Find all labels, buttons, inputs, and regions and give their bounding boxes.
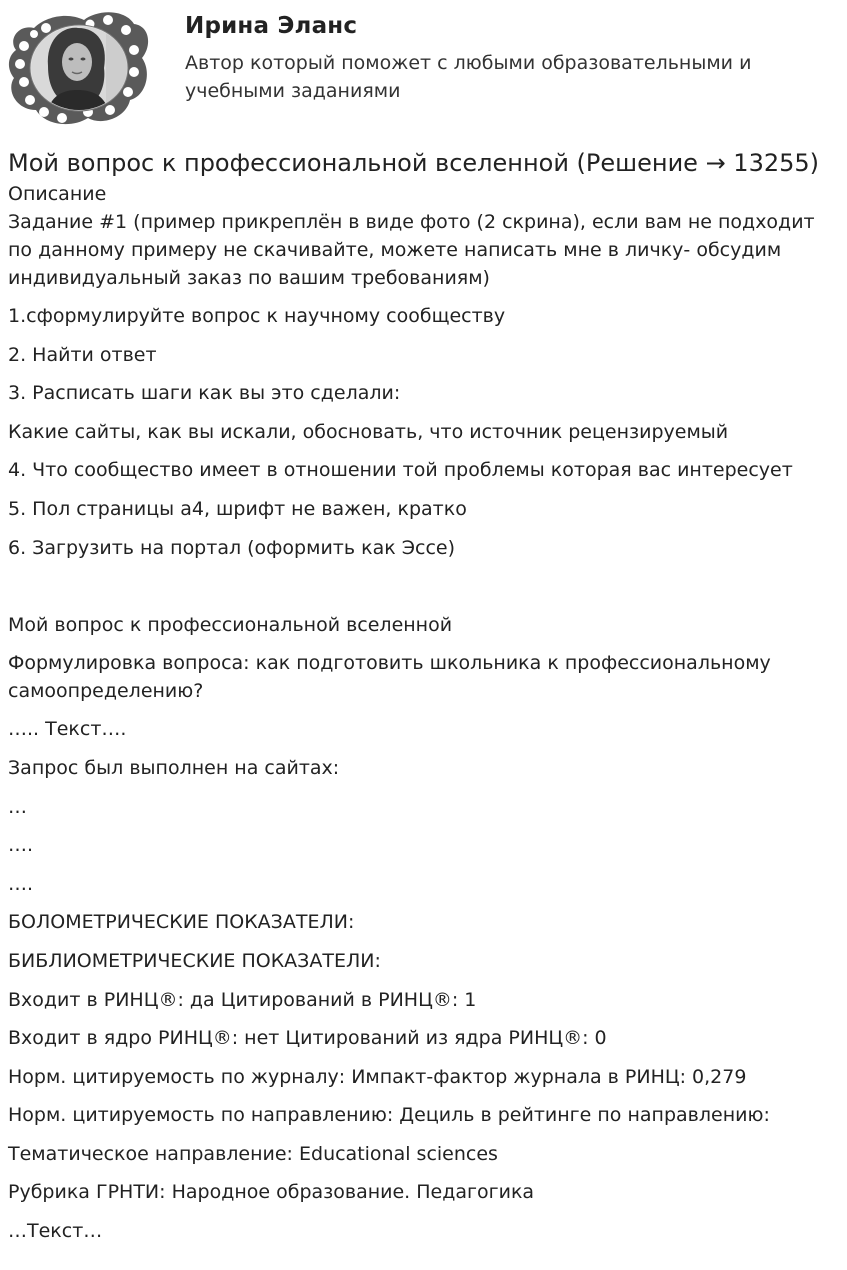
body-line: Норм. цитируемость по журналу: Импакт-фактор журнала в РИНЦ: 0,279: [8, 1065, 747, 1088]
task-item: 5. Пол страницы а4, шрифт не важен, кратко: [8, 497, 467, 520]
body-line: Норм. цитируемость по направлению: Дециль в рейтинге по направлению:: [8, 1104, 770, 1127]
body-line: Тематическое направление: Educational sciences: [8, 1142, 498, 1165]
page-title: Мой вопрос к профессиональной вселенной (Решение → 13255): [8, 149, 820, 177]
body-line: БОЛОМЕТРИЧЕСКИЕ ПОКАЗАТЕЛИ:: [8, 911, 355, 934]
body-line: …: [8, 795, 27, 818]
author-name: Ирина Эланс: [185, 13, 358, 39]
author-header: [0, 0, 847, 135]
task-item: 3. Расписать шаги как вы это сделали:: [8, 382, 401, 405]
body-line: ….: [8, 872, 34, 895]
body-line: Входит в ядро РИНЦ®: нет Цитирований из ядра РИНЦ®: 0: [8, 1027, 607, 1050]
author-info: [185, 10, 825, 105]
body-line: …Текст…: [8, 1220, 103, 1243]
task-item: 4. Что сообщество имеет в отношении той проблемы которая вас интересует: [8, 459, 793, 482]
task-item: 1.сформулируйте вопрос к научному сообществу: [8, 305, 506, 327]
author-avatar: [6, 6, 152, 128]
essay-body: [8, 611, 838, 1245]
body-line: Формулировка вопроса: как подготовить школьника к профессиональному самоопределению?: [8, 652, 771, 703]
document-body: [8, 146, 838, 1256]
description-label: Описание: [8, 183, 107, 205]
body-line: Входит в РИНЦ®: да Цитирований в РИНЦ®: 1: [8, 988, 477, 1011]
body-line: ….: [8, 834, 34, 857]
body-line: Запрос был выполнен на сайтах:: [8, 756, 340, 779]
task-item: Какие сайты, как вы искали, обосновать, что источник рецензируемый: [8, 420, 729, 443]
task-item: 2. Найти ответ: [8, 343, 157, 366]
filmstrip-photo-icon: [6, 6, 152, 128]
body-line: Мой вопрос к профессиональной вселенной: [8, 613, 453, 636]
body-line: БИБЛИОМЕТРИЧЕСКИЕ ПОКАЗАТЕЛИ:: [8, 949, 381, 972]
section-spacer: [8, 572, 838, 611]
task-intro: Задание #1 (пример прикреплён в виде фото (2 скрина), если вам не подходит по данному примеру не скачивайте, можете написать мне в личку- обсудим индивидуальный заказ по вашим требованиям): [8, 211, 815, 289]
author-description: Автор который поможет с любыми образовательными и учебными заданиями: [185, 52, 752, 102]
body-line: Рубрика ГРНТИ: Народное образование. Педагогика: [8, 1181, 535, 1204]
task-list: [8, 302, 838, 562]
body-line: ….. Текст….: [8, 718, 127, 741]
task-item: 6. Загрузить на портал (оформить как Эссе): [8, 536, 455, 559]
